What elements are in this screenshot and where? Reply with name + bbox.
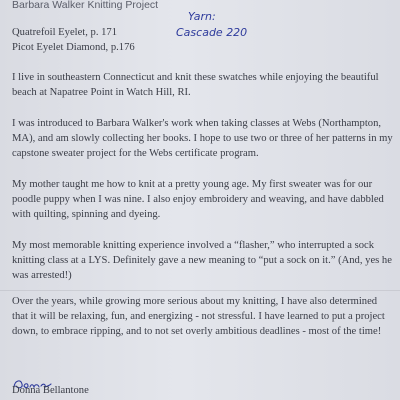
paragraph-3-line-2: poodle puppy when I was nine. I also enjoy embroidery and weaving, and have dabbled (12, 194, 384, 205)
paragraph-3-line-1: My mother taught me how to knit at a pretty young age. My first sweater was for our (12, 179, 373, 190)
paragraph-4-line-1: My most memorable knitting experience involved a “flasher,” who interrupted a sock (12, 240, 375, 251)
paragraph-1-line-1: I live in southeastern Connecticut and knit these swatches while enjoying the beautiful (12, 72, 379, 83)
paragraph-4-line-2: knitting class at a LYS. Definitely gave a new meaning to “put a sock on it.” (And, yes he (12, 255, 392, 266)
document-header: Barbara Walker Knitting Project (12, 0, 159, 11)
paragraph-2-line-1: I was introduced to Barbara Walker's work when taking classes at Webs (Northampton, (12, 118, 382, 129)
handwritten-yarn-label: Yarn: (188, 10, 216, 23)
pattern-line-1: Quatrefoil Eyelet, p. 171 (12, 27, 118, 38)
paragraph-1-line-2: beach at Napatree Point in Watch Hill, RI. (12, 87, 191, 98)
paragraph-4-line-3: was arrested!) (12, 270, 72, 281)
paragraph-2-line-2: MA), and am slowly collecting her books. I hope to use two or three of her patterns in my (12, 133, 393, 144)
paragraph-5-line-2: that it will be relaxing, fun, and energizing - not stressful. I have learned to put a project (12, 311, 385, 322)
pattern-line-2: Picot Eyelet Diamond, p.176 (12, 42, 135, 53)
paragraph-2-line-3: capstone sweater project for the Webs certificate program. (12, 148, 259, 159)
paper-fold-line (0, 290, 400, 291)
signature-name: Donna Bellantone (12, 385, 89, 396)
paragraph-5-line-3: down, to embrace ripping, and to not set overly ambitious deadlines - most of the time! (12, 326, 382, 337)
paragraph-5-line-1: Over the years, while growing more serious about my knitting, I have also determined (12, 296, 378, 307)
handwritten-yarn-name: Cascade 220 (176, 26, 248, 39)
paragraph-3-line-3: with quilting, spinning and dyeing. (12, 209, 161, 220)
